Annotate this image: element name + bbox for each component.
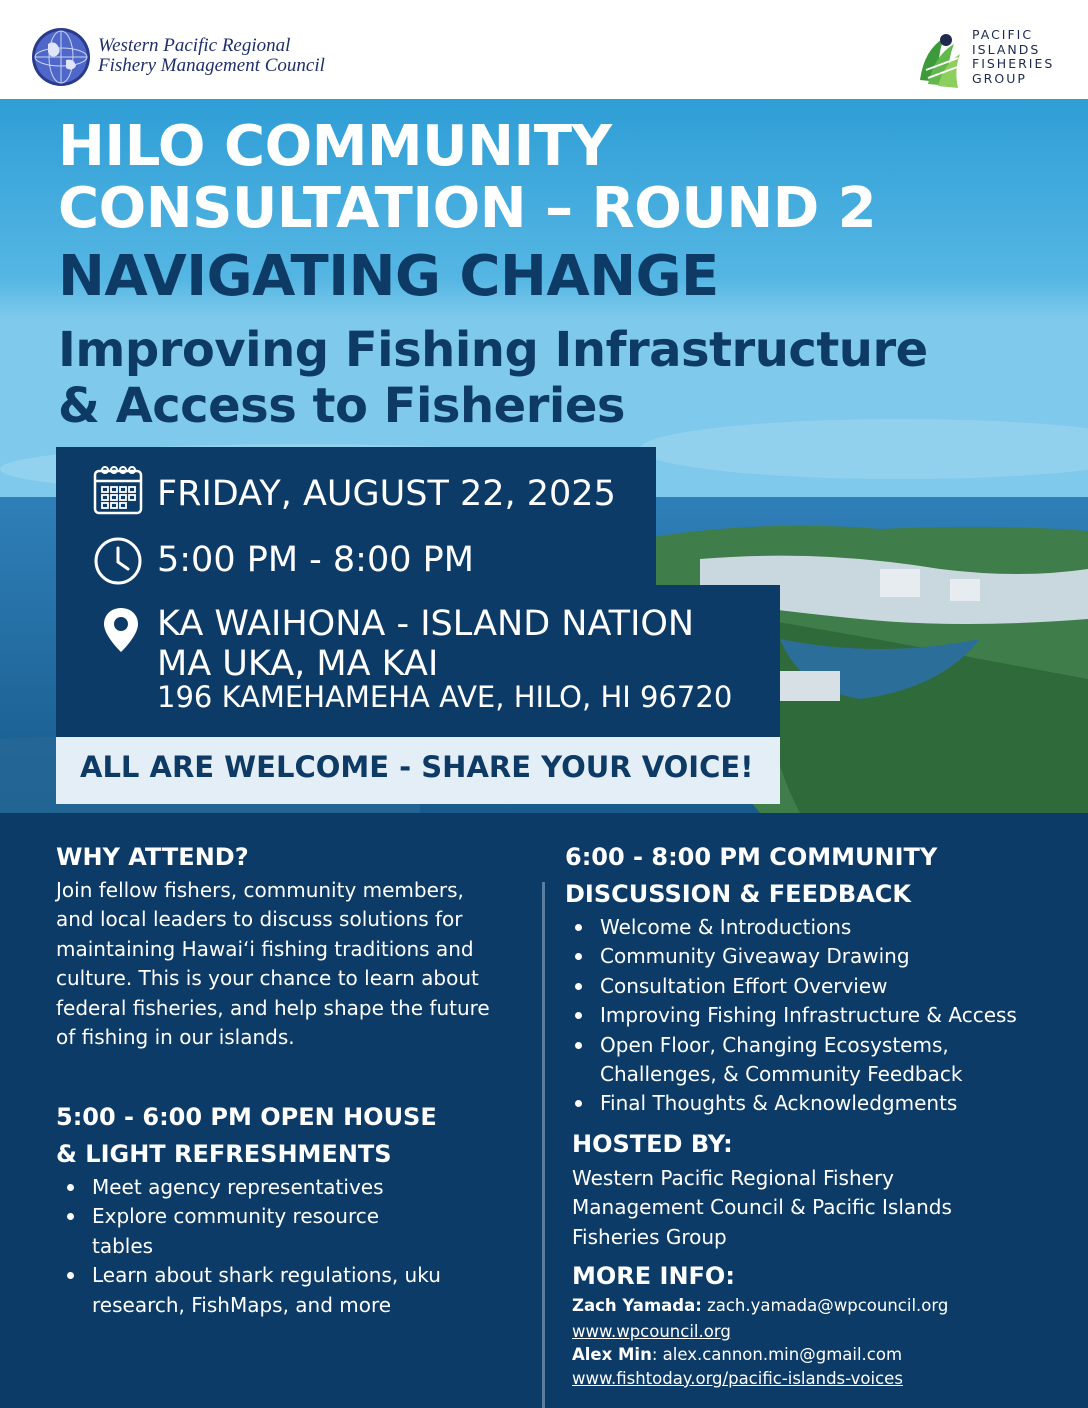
open-house-heading-line1: 5:00 - 6:00 PM OPEN HOUSE [56, 1103, 437, 1131]
contact-alex [572, 1344, 902, 1366]
fishtoday-link[interactable]: www.fishtoday.org/pacific-islands-voices [572, 1369, 903, 1388]
open-house-list [56, 1173, 456, 1320]
discussion-heading [565, 839, 937, 913]
open-house-heading-line2: & LIGHT REFRESHMENTS [56, 1140, 392, 1168]
open-house-heading [56, 1099, 437, 1173]
event-time: 5:00 PM - 8:00 PM [157, 540, 474, 580]
title-line1: HILO COMMUNITY [58, 114, 612, 179]
topic-line2: & Access to Fisheries [58, 378, 625, 434]
why-attend-heading: WHY ATTEND? [56, 843, 249, 871]
list-item: Community Giveaway Drawing [564, 942, 1044, 971]
list-item: Explore community resource tables [56, 1202, 416, 1261]
hosted-by-body: Western Pacific Regional Fishery Management Council & Pacific Islands Fisheries Group [572, 1166, 952, 1249]
event-topic [58, 322, 1048, 434]
council-name-line1: Western Pacific Regional [98, 35, 291, 56]
council-name [98, 36, 325, 76]
hosted-by-heading: HOSTED BY: [572, 1130, 733, 1158]
discussion-heading-line2: DISCUSSION & FEEDBACK [565, 880, 911, 908]
header-bar [0, 0, 1088, 99]
list-item: Improving Fishing Infrastructure & Access [564, 1001, 1044, 1030]
column-divider [542, 882, 545, 1408]
pifg-name [972, 28, 1054, 86]
discussion-heading-line1: 6:00 - 8:00 PM COMMUNITY [565, 843, 938, 871]
globe-logo-icon [30, 26, 92, 88]
topic-line1: Improving Fishing Infrastructure [58, 322, 928, 378]
clock-icon [93, 536, 143, 586]
why-attend-body: Join fellow fishers, community members, and local leaders to discuss solutions for maintaining Hawaiʻi fishing traditions and culture. This is your chance to learn about federal fisheries, and help shape the future of fishing in our islands. [56, 878, 490, 1050]
discussion-list [564, 913, 1044, 1119]
welcome-text: ALL ARE WELCOME - SHARE YOUR VOICE! [80, 750, 754, 784]
venue-name-line1: KA WAIHONA - ISLAND NATION [157, 604, 695, 644]
pifg-name-line1: PACIFIC [972, 27, 1034, 42]
list-item: Open Floor, Changing Ecosystems, Challenges, & Community Feedback [564, 1031, 984, 1090]
council-name-line2: Fishery Management Council [98, 55, 325, 76]
contact-email[interactable]: zach.yamada@wpcouncil.org [707, 1296, 949, 1315]
pifg-name-line3: FISHERIES [972, 56, 1055, 71]
contact-email[interactable]: alex.cannon.min@gmail.com [662, 1345, 903, 1364]
location-pin-icon [102, 606, 140, 654]
contact-zach [572, 1295, 948, 1317]
calendar-icon [92, 464, 144, 516]
fishtoday-link-row [572, 1368, 903, 1390]
pifg-name-line2: ISLANDS [972, 41, 1041, 57]
list-item: Welcome & Introductions [564, 913, 1044, 942]
contact-separator: : [651, 1345, 658, 1364]
list-item: Meet agency representatives [56, 1173, 456, 1202]
list-item: Final Thoughts & Acknowledgments [564, 1089, 1044, 1118]
fish-logo-icon [914, 30, 964, 90]
wpcouncil-link-row [572, 1321, 731, 1343]
list-item: Consultation Effort Overview [564, 972, 1044, 1001]
venue-name-line2: MA UKA, MA KAI [157, 644, 439, 684]
contact-name: Alex Min [572, 1345, 652, 1364]
pifg-name-line4: GROUP [972, 70, 1027, 86]
event-title [58, 116, 876, 240]
more-info-heading: MORE INFO: [572, 1262, 735, 1290]
event-subtitle: NAVIGATING CHANGE [58, 244, 719, 309]
wpcouncil-link[interactable]: www.wpcouncil.org [572, 1322, 731, 1341]
contact-name: Zach Yamada: [572, 1296, 702, 1315]
list-item: Learn about shark regulations, uku research, FishMaps, and more [56, 1261, 456, 1320]
event-date: FRIDAY, AUGUST 22, 2025 [157, 474, 616, 514]
venue-address: 196 KAMEHAMEHA AVE, HILO, HI 96720 [157, 680, 733, 714]
title-line2: CONSULTATION – ROUND 2 [58, 176, 877, 241]
